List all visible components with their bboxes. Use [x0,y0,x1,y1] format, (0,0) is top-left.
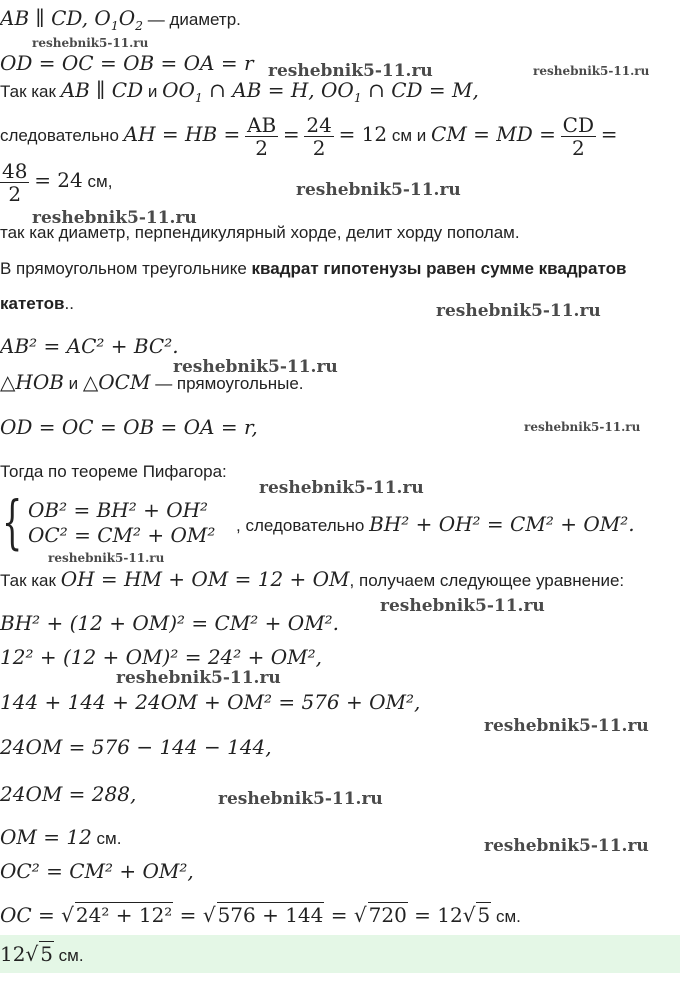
equation-1: BH² + (12 + OM)² = CM² + OM². [0,611,340,635]
watermark: reshebnik5-11.ru [436,301,601,321]
equation-5: 24OM = 288, [0,782,137,806]
line-halves: следовательно AH = HB = $\frac{AB}{2}$ = $\frac{24}{2}$ = 12 см и CM = MD = $\frac{CD}{2}$ = [0,113,618,160]
system-eq-2: OC² = CM² + OM² [28,523,216,547]
watermark: reshebnik5-11.ru [484,716,649,736]
line-reason: так как диаметр, перпендикулярный хорде, делит хорду пополам. [0,223,520,242]
line-pythagoras: AB² = AC² + BC². [0,334,179,358]
watermark: reshebnik5-11.ru [524,420,641,434]
line-radii-again: OD = OC = OB = OA = r, [0,415,258,439]
fraction-cd-over-2: $\frac{CD}{2}$ [562,113,594,160]
line-ab-parallel-cd: AB ∥ CD, $O_1O_2$ — диаметр. [0,6,241,33]
equation-7: OC² = CM² + OM², [0,859,194,883]
watermark: reshebnik5-11.ru [218,789,383,809]
answer-highlight [0,935,680,973]
equation-4: 24OM = 576 − 144 − 144, [0,735,272,759]
watermark: reshebnik5-11.ru [296,180,461,200]
fraction-24-over-2: $\frac{24}{2}$ [306,113,332,160]
watermark: reshebnik5-11.ru [484,836,649,856]
line-radii-equal: OD = OC = OB = OA = r [0,51,254,75]
system-result: , следовательно BH² + OH² = CM² + OM². [236,512,635,536]
system-brace: { [2,488,23,556]
system-eq-1: OB² = BH² + OH² [28,498,209,522]
fraction-ab-over-2: $\frac{AB}{2}$ [247,113,277,160]
line-oh-expression: Так как OH = HM + OM = 12 + OM, получаем следующее уравнение: [0,567,625,591]
watermark: reshebnik5-11.ru [533,64,650,78]
line-catheti: катетов.. [0,294,74,313]
equation-2: 12² + (12 + OM)² = 24² + OM², [0,645,323,669]
line-triangles: △HOB и △OCM — прямоугольные. [0,370,304,394]
answer-line: 12√ 5 см. [0,942,84,966]
watermark: reshebnik5-11.ru [380,596,545,616]
watermark: reshebnik5-11.ru [116,668,281,688]
watermark: reshebnik5-11.ru [259,478,424,498]
watermark: reshebnik5-11.ru [32,36,149,50]
line-md-24: $\frac{48}{2}$ = 24 см, [2,159,113,206]
watermark: reshebnik5-11.ru [173,357,338,377]
line-right-triangle: В прямоугольном треугольнике квадрат гипотенузы равен сумме квадратов [0,259,627,278]
equation-3: 144 + 144 + 24OM + OM² = 576 + OM², [0,690,421,714]
line-then-pythagoras: Тогда по теореме Пифагора: [0,462,227,481]
equation-8: OC = √ 24² + 12² = √ 576 + 144 = √ 720 = 12√ 5 см. [0,903,521,927]
watermark: reshebnik5-11.ru [268,61,433,81]
equation-6: OM = 12 см. [0,825,122,849]
watermark: reshebnik5-11.ru [32,208,197,228]
line-intersections: Так как AB ∥ CD и $OO_1$ ∩ AB = H, $OO_1$ ∩ CD = M, [0,78,479,105]
watermark: reshebnik5-11.ru [48,551,165,565]
fraction-48-over-2: $\frac{48}{2}$ [2,159,28,206]
